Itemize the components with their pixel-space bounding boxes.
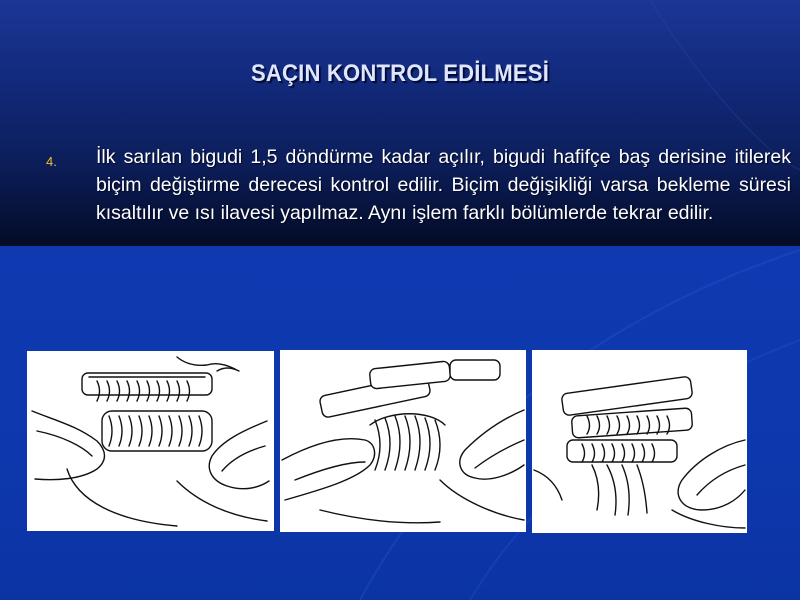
bullet-number: 4. [46,154,57,169]
illustration-unrolling-curler [27,351,274,531]
bullet-text: İlk sarılan bigudi 1,5 döndürme kadar açılır, bigudi hafifçe baş derisine itilerek biçim değiştirme derecesi kontrol edilir. Biçim değişikliği varsa bekleme süresi kısaltılır ve ısı ilavesi yapılmaz. Aynı işlem farklı bölümlerde tekrar edilir. [96,146,791,224]
hands-curler-drawing-2 [280,350,526,532]
hands-curler-drawing-1 [27,351,274,531]
illustration-checking-curl [280,350,526,532]
slide-title: SAÇIN KONTROL EDİLMESİ [250,60,550,87]
illustration-curlers-closeup [532,350,747,533]
hands-curler-drawing-3 [532,350,747,533]
